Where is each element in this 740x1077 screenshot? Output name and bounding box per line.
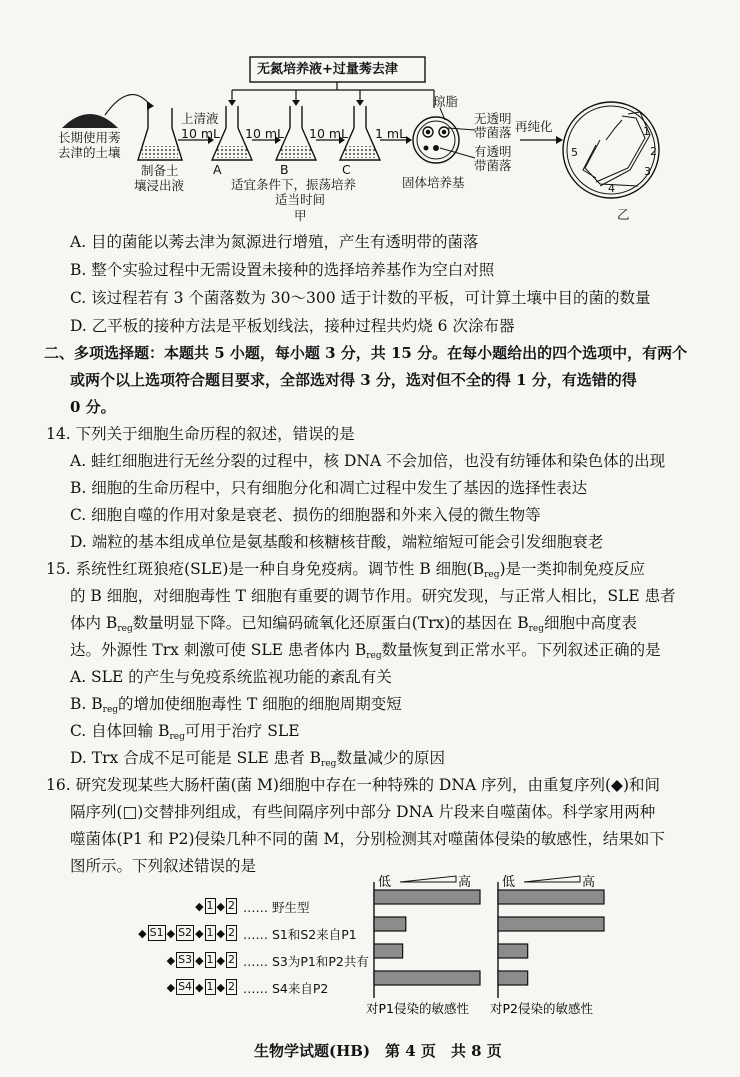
- scale-low-label: 低: [502, 875, 516, 890]
- q14-option-b: B. 细胞的生命历程中，只有细胞分化和凋亡过程中发生了基因的选择性表达: [70, 479, 588, 497]
- q15-option-d: D. Trx 合成不足可能是 SLE 患者 $B_{reg}$数量减少的原因: [70, 749, 445, 769]
- q13-option-d: D. 乙平板的接种方法是平板划线法，接种过程共灼烧 6 次涂布器: [70, 317, 515, 335]
- repeat-diamond: ◆: [216, 980, 225, 994]
- spacer-box: S3: [178, 953, 193, 966]
- q15-line-1: 15. 系统性红斑狼疮(SLE)是一种自身免疫病。调节性 B 细胞$(B_{reg})$是一类抑制免疫反应: [46, 560, 646, 580]
- volume-3: 10 mL: [309, 126, 349, 141]
- spacer-box: 1: [206, 980, 214, 993]
- sequence-row-desc: …… 野生型: [243, 900, 310, 915]
- streak-3: 3: [644, 165, 651, 178]
- flask-c-label: C: [342, 162, 351, 177]
- clear-label-2: 带菌落: [474, 158, 512, 173]
- q14-option-a: A. 蛙红细胞进行无丝分裂的过程中，核 DNA 不会加倍，也没有纺锤体和染色体的出现: [70, 452, 666, 470]
- page-footer: 生物学试题(HB) 第 4 页 共 8 页: [254, 1042, 502, 1060]
- q16-line-3: 噬菌体(P1 和 P2)侵染几种不同的菌 M，分别检测其对噬菌体侵染的敏感性，结果如下: [70, 830, 665, 848]
- q13-option-b: B. 整个实验过程中无需设置未接种的选择培养基作为空白对照: [70, 261, 495, 279]
- q15-option-a: A. SLE 的产生与免疫系统监视功能的紊乱有关: [70, 668, 392, 686]
- scale-high-label: 高: [582, 875, 596, 890]
- repurify-label: 再纯化: [515, 119, 553, 134]
- q14-stem: 14. 下列关于细胞生命历程的叙述，错误的是: [46, 425, 355, 443]
- spacer-box: 1: [206, 899, 214, 912]
- sensitivity-bar: [374, 917, 406, 931]
- prep-label-2: 壤浸出液: [134, 178, 185, 193]
- sequence-row-desc: …… S1和S2来自P1: [243, 927, 357, 942]
- sensitivity-bar: [498, 917, 604, 931]
- sensitivity-bar: [498, 890, 604, 904]
- repeat-diamond: ◆: [195, 899, 204, 913]
- repeat-diamond: ◆: [195, 980, 204, 994]
- flask-b-label: B: [280, 162, 289, 177]
- section2-line-3: 0 分。: [70, 398, 116, 416]
- agar-label: 琼脂: [433, 94, 459, 109]
- spacer-box: 2: [228, 980, 235, 993]
- supernatant-label: 上清液: [181, 111, 219, 126]
- scale-high-label: 高: [458, 875, 472, 890]
- repeat-diamond: ◆: [138, 926, 147, 940]
- spacer-box: 2: [228, 926, 235, 939]
- repeat-diamond: ◆: [216, 926, 225, 940]
- sensitivity-bar: [374, 890, 480, 904]
- q16-line-4: 图所示。下列叙述错误的是: [70, 857, 257, 875]
- figure-label-yi: 乙: [617, 207, 630, 222]
- q15-option-c: C. 自体回输 $B_{reg}$可用于治疗 SLE: [70, 722, 300, 742]
- sequence-row-desc: …… S4来自P2: [243, 981, 329, 996]
- spacer-box: 2: [228, 899, 235, 912]
- q13-option-a: A. 目的菌能以莠去津为氮源进行增殖，产生有透明带的菌落: [70, 233, 479, 251]
- q15-line-2: 的 B 细胞，对细胞毒性 T 细胞有重要的调节作用。研究发现，与正常人相比，SLE 患者: [70, 587, 676, 605]
- q14-option-d: D. 端粒的基本组成单位是氨基酸和核糖核苷酸，端粒缩短可能会引发细胞衰老: [70, 533, 604, 551]
- soil-label-1: 长期使用莠: [58, 130, 121, 145]
- condition-label-1: 适宜条件下，振荡培养: [231, 177, 357, 192]
- streak-1: 1: [643, 125, 650, 138]
- repeat-diamond: ◆: [195, 953, 204, 967]
- streak-2: 2: [650, 145, 657, 158]
- diagram-jia-yi: [0, 0, 740, 225]
- q14-option-c: C. 细胞自噬的作用对象是衰老、损伤的细胞器和外来入侵的微生物等: [70, 506, 541, 524]
- no-clear-label-1: 无透明: [474, 111, 512, 126]
- q16-line-2: 隔序列(□)交替排列组成，有些间隔序列中部分 DNA 片段来自噬菌体。科学家用两种: [70, 803, 656, 821]
- q13-option-c: C. 该过程若有 3 个菌落数为 30～300 适于计数的平板，可计算土壤中目的菌的数量: [70, 289, 651, 307]
- spacer-box: S1: [149, 926, 164, 939]
- spacer-box: 2: [228, 953, 235, 966]
- volume-4: 1 mL: [375, 126, 407, 141]
- chart-title: 对P1侵染的敏感性: [366, 1001, 469, 1016]
- prep-label-1: 制备土: [141, 163, 179, 178]
- q15-line-4: 达。外源性 Trx 刺激可使 SLE 患者体内 $B_{reg}$数量恢复到正常水平。下列叙述正确的是: [70, 641, 661, 661]
- section2-line-1: 二、多项选择题：本题共 5 小题，每小题 3 分，共 15 分。在每小题给出的四个选项中，有两个: [44, 344, 688, 362]
- no-clear-label-2: 带菌落: [474, 125, 512, 140]
- streak-4: 4: [608, 182, 615, 195]
- repeat-diamond: ◆: [216, 953, 225, 967]
- chart-title: 对P2侵染的敏感性: [490, 1001, 593, 1016]
- condition-label-2: 适当时间: [275, 192, 326, 207]
- solid-medium-label: 固体培养基: [402, 175, 465, 190]
- sensitivity-bar: [374, 944, 403, 958]
- q15-line-3: 体内 $B_{reg}$数量明显下降。已知编码硫氧化还原蛋白(Trx)的基因在 $B_{reg}$细胞中高度表: [70, 614, 638, 634]
- sensitivity-bar: [374, 971, 480, 985]
- clear-label-1: 有透明: [474, 144, 512, 159]
- sensitivity-bar: [498, 944, 528, 958]
- spacer-box: 1: [206, 926, 214, 939]
- repeat-diamond: ◆: [166, 953, 176, 967]
- streak-5: 5: [571, 146, 578, 159]
- spacer-box: S4: [178, 980, 193, 993]
- repeat-diamond: ◆: [195, 926, 204, 940]
- sequence-row-desc: …… S3为P1和P2共有: [243, 954, 369, 969]
- repeat-diamond: ◆: [216, 899, 225, 913]
- scale-low-label: 低: [378, 875, 392, 890]
- soil-label-2: 去津的土壤: [58, 145, 121, 160]
- volume-1: 10 mL: [181, 126, 221, 141]
- section2-line-2: 或两个以上选项符合题目要求，全部选对得 3 分，选对但不全的得 1 分，有选错的得: [70, 371, 637, 389]
- q15-option-b: B. $B_{reg}$的增加使细胞毒性 T 细胞的细胞周期变短: [70, 695, 402, 715]
- figure-label-jia: 甲: [294, 208, 307, 223]
- volume-2: 10 mL: [245, 126, 285, 141]
- scale-wedge: [524, 876, 580, 882]
- scale-wedge: [400, 876, 456, 882]
- sensitivity-bar: [498, 971, 528, 985]
- repeat-diamond: ◆: [166, 980, 176, 994]
- repeat-diamond: ◆: [166, 926, 176, 940]
- spacer-box: 1: [206, 953, 214, 966]
- flask-a-label: A: [213, 162, 222, 177]
- q16-line-1: 16. 研究发现某些大肠杆菌(菌 M)细胞中存在一种特殊的 DNA 序列，由重复序列(◆)和间: [46, 776, 661, 794]
- medium-box-label: 无氮培养液+过量莠去津: [257, 62, 398, 77]
- spacer-box: S2: [178, 926, 193, 939]
- q16-charts: [0, 870, 740, 1020]
